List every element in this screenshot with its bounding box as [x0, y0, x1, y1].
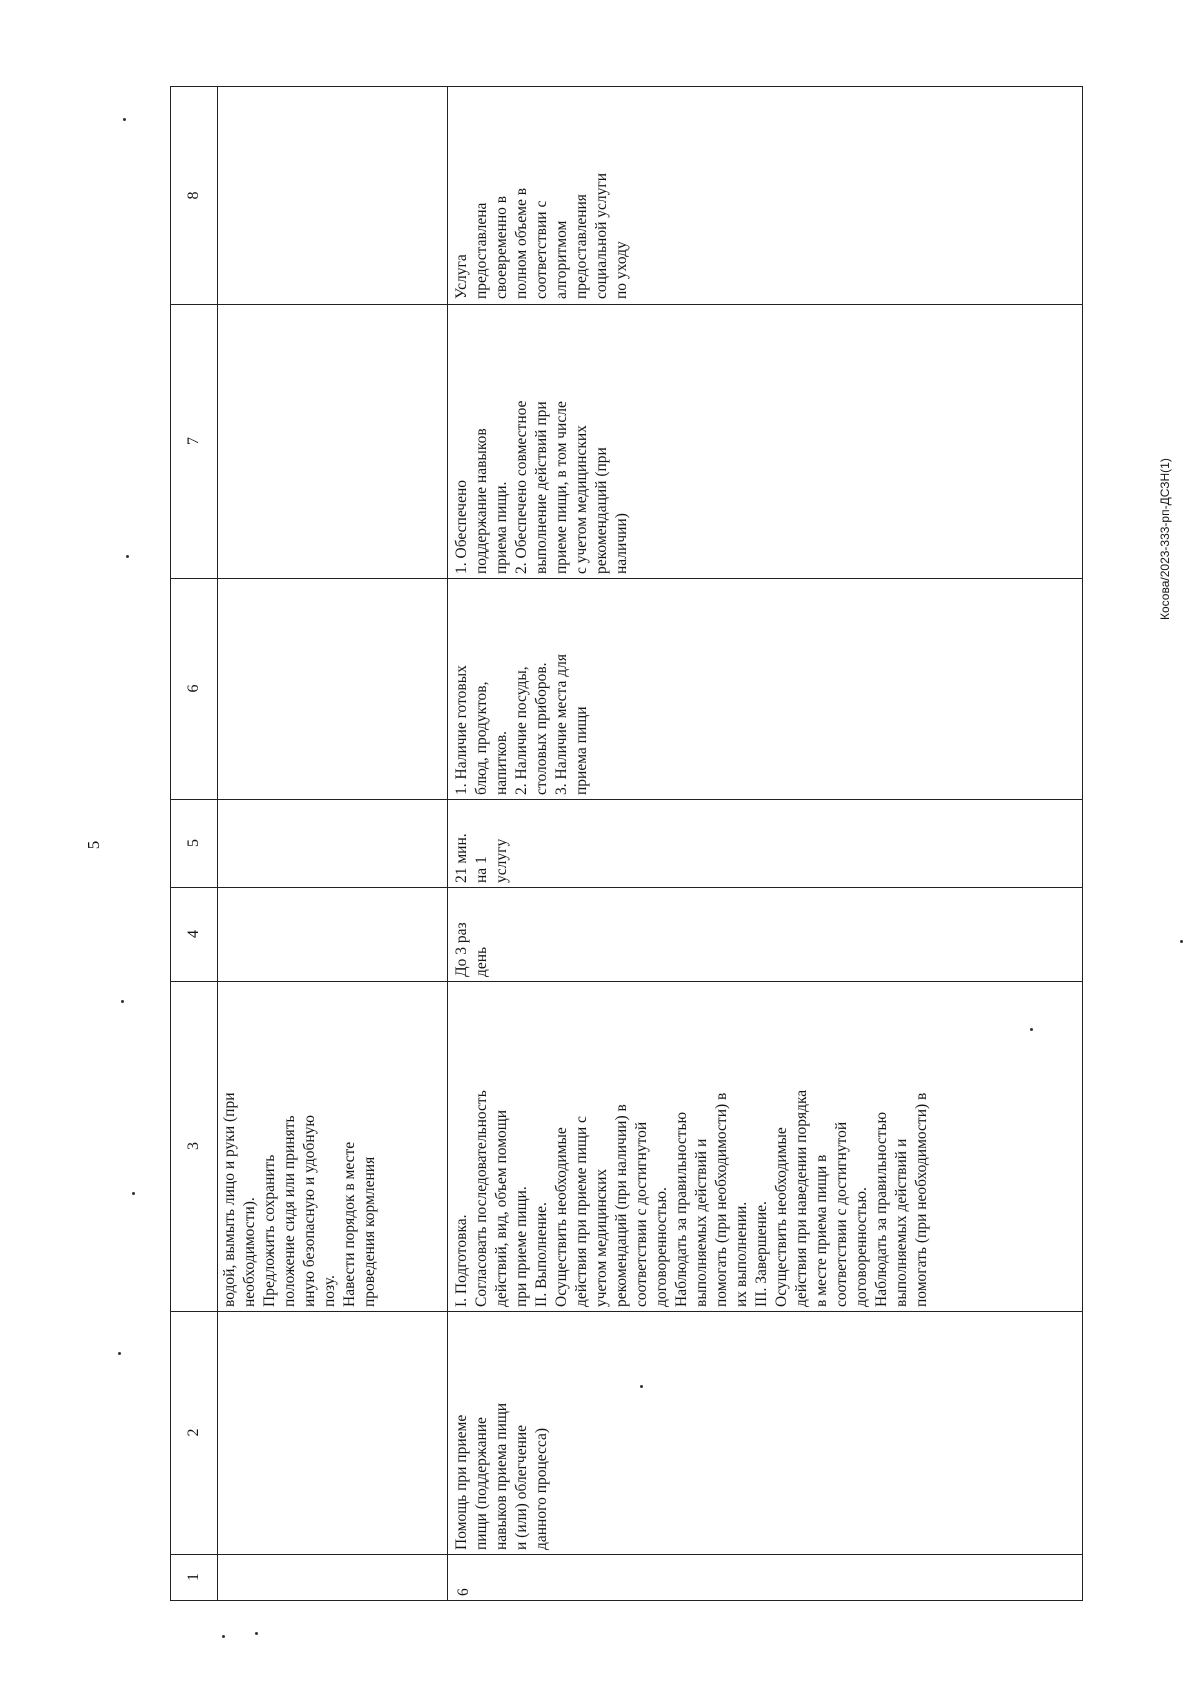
- row6-col4-frequency: До 3 раз день: [453, 922, 490, 977]
- document-code-text: Косова/2023-333-рп-ДСЗН(1): [1158, 458, 1172, 620]
- scan-speck: [126, 555, 129, 558]
- column-number-4: 4: [185, 930, 202, 938]
- row6-col1-number: 6: [455, 1588, 472, 1596]
- column-number-8: 8: [185, 191, 202, 200]
- continued-row-col3: водой, вымыть лицо и руки (при необходимости). Предложить сохранить положение сидя или принять иную безопасную и удобную позу. Навести порядок в месте проведения кормления: [221, 1092, 378, 1307]
- page-number: 5: [84, 840, 103, 850]
- scan-speck: [1180, 940, 1183, 943]
- row6-col6-conditions: 1. Наличие готовых блюд, продуктов, напитков. 2. Наличие посуды, столовых приборов. 3. Наличие места для приема пищи: [453, 653, 590, 795]
- scan-speck: [121, 1000, 124, 1003]
- column-number-1: 1: [185, 1573, 202, 1581]
- column-number-7: 7: [185, 437, 202, 445]
- column-number-5: 5: [185, 839, 202, 847]
- scan-speck: [640, 1385, 643, 1388]
- row6-col8-quality: Услуга предоставлена своевременно в полном объеме в соответствии с алгоритмом предоставления социальной услуги по уходу: [453, 172, 630, 299]
- column-number-3: 3: [185, 1142, 202, 1150]
- row6-col3-procedure: I. Подготовка. Согласовать последовательность действий, вид, объем помощи при приеме пищи. II. Выполнение. Осуществить необходимые действия при приеме пищи с учетом медицинских рекомендаций (при наличии) в соответствии с достигнутой договоренностью. Наблюдать за правильностью выполняемых действий и помогать (при необходимости) в их выполнении. III. Завершение. Осуществить необходимые действия при наведении порядка в месте приема пищи в соответствии с достигнутой договоренностью. Наблюдать за правильностью выполняемых действий и помогать (при необходимости) в: [453, 1089, 930, 1307]
- scan-speck: [118, 1352, 121, 1355]
- scan-speck: [123, 118, 126, 121]
- column-number-2: 2: [185, 1428, 202, 1437]
- row6-col5-duration: 21 мин. на 1 услугу: [453, 833, 510, 883]
- scan-speck: [255, 1632, 258, 1635]
- column-number-6: 6: [185, 684, 202, 693]
- scan-speck: [132, 1192, 135, 1195]
- document-code: [1155, 320, 1175, 620]
- row6-col2-service-name: Помощь при приеме пищи (поддержание навыков приема пищи и (или) облегчение данного процесса): [453, 1402, 550, 1550]
- row6-col7-result: 1. Обеспечено поддержание навыков приема пищи. 2. Обеспечено совместное выполнение действий при приеме пищи, в том числе с учетом медицинских рекомендаций (при наличии): [453, 400, 630, 574]
- scan-speck: [222, 1635, 225, 1638]
- scan-speck: [1030, 1028, 1033, 1031]
